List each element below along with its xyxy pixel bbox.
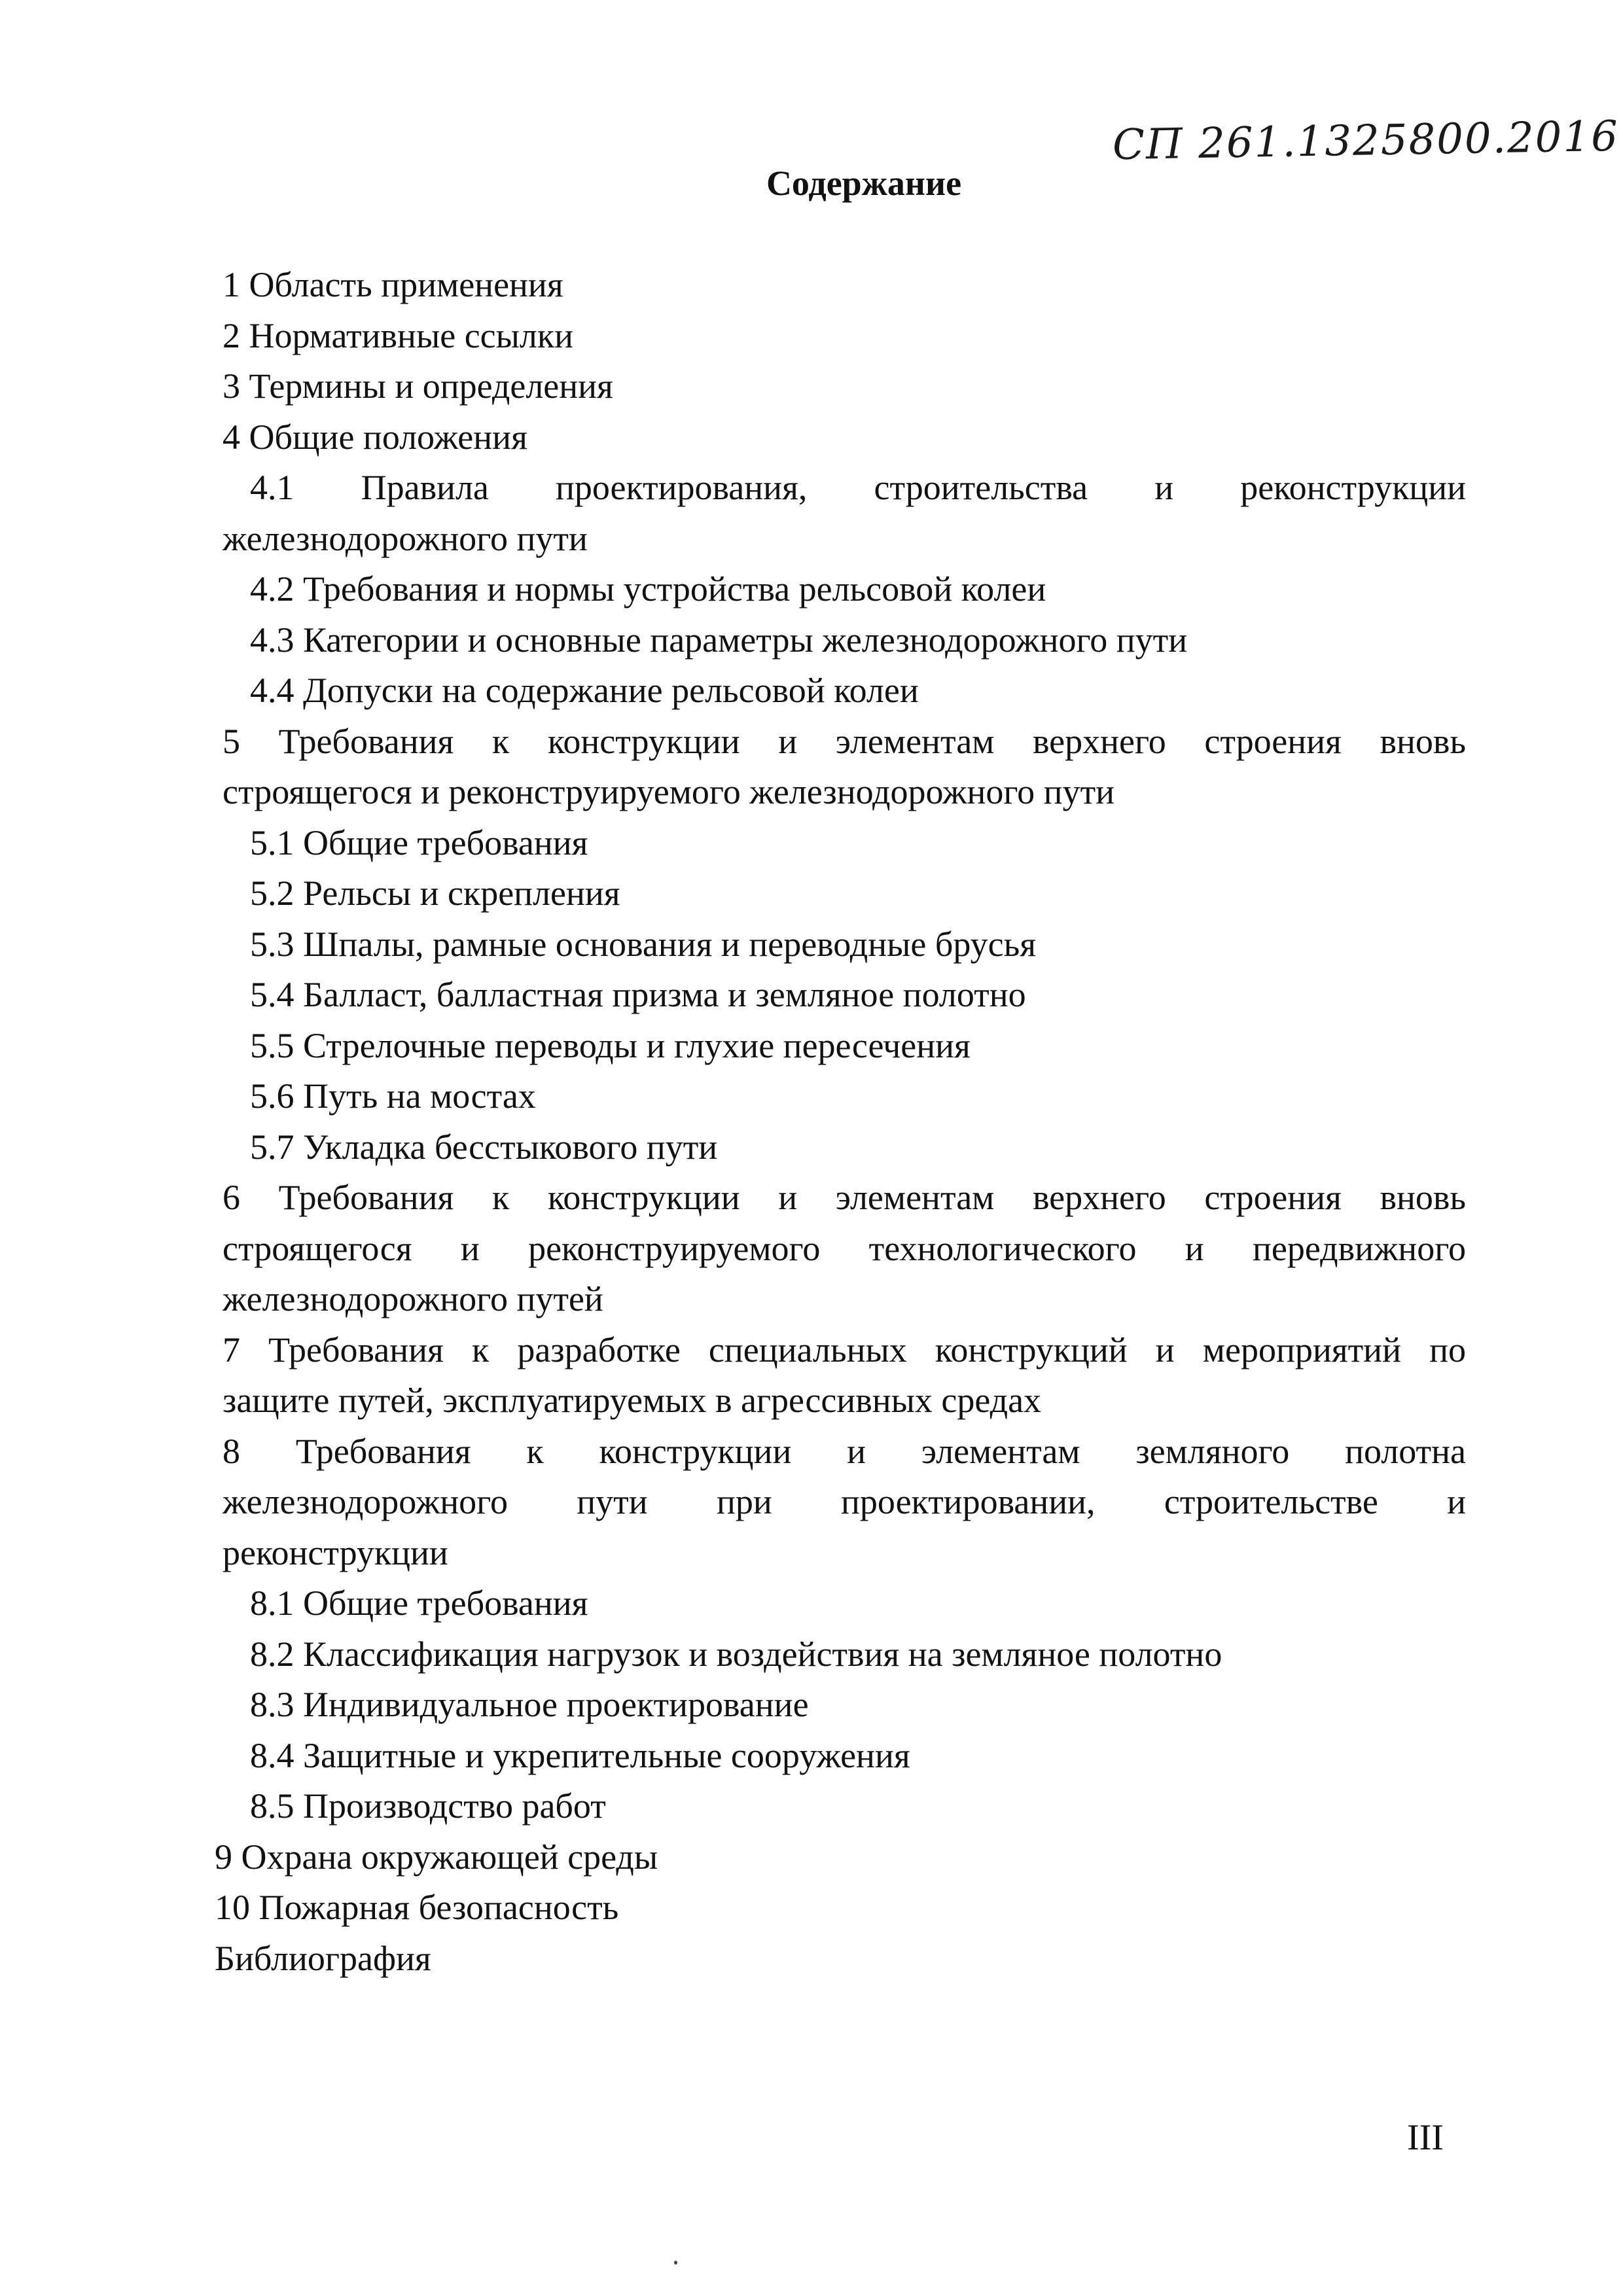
toc-entry-5-7: 5.7 Укладка бесстыкового пути [250, 1127, 718, 1167]
toc-entry-1: 1 Область применения [223, 265, 563, 304]
toc-entry-6-line-3: железнодорожного путей [223, 1279, 603, 1318]
scan-speck [674, 2261, 677, 2265]
toc-entry-5 [223, 716, 1466, 818]
toc-entry-10: 10 Пожарная безопасность [215, 1888, 619, 1927]
toc-entry-4-1-line-1: 4.1 Правила проектирования, строительства и реконструкции [250, 468, 1466, 507]
toc-entry-5-4: 5.4 Балласт, балластная призма и земляное полотно [250, 975, 1026, 1014]
toc-entry-8-line-2: железнодорожного пути при проектировании, строительстве и [223, 1482, 1466, 1521]
toc-entry-bibliography: Библиография [215, 1938, 431, 1978]
toc-entry-4-2: 4.2 Требования и нормы устройства рельсовой колеи [250, 569, 1046, 609]
toc-entry-4-3: 4.3 Категории и основные параметры железнодорожного пути [250, 620, 1188, 660]
toc-entry-6-line-1: 6 Требования к конструкции и элементам верхнего строения вновь [223, 1178, 1466, 1217]
toc-entry-5-6: 5.6 Путь на мостах [250, 1076, 536, 1116]
toc-entry-4: 4 Общие положения [223, 417, 527, 457]
toc-entry-8-3: 8.3 Индивидуальное проектирование [250, 1685, 809, 1724]
toc-entry-5-5: 5.5 Стрелочные переводы и глухие пересечения [250, 1025, 971, 1065]
toc-entry-3: 3 Термины и определения [223, 366, 613, 406]
toc-entry-8-line-1: 8 Требования к конструкции и элементам земляного полотна [223, 1431, 1466, 1471]
toc-entry-8-5: 8.5 Производство работ [250, 1786, 606, 1826]
page-title: Содержание [766, 164, 962, 203]
toc-entry-9: 9 Охрана окружающей среды [215, 1837, 658, 1877]
toc-entry-4-4: 4.4 Допуски на содержание рельсовой колеи [250, 671, 919, 710]
toc-entry-8-line-3: реконструкции [223, 1532, 448, 1572]
toc-entry-7 [223, 1325, 1466, 1426]
toc-entry-8-1: 8.1 Общие требования [250, 1583, 588, 1623]
toc-entry-8-2: 8.2 Классификация нагрузок и воздействия на земляное полотно [250, 1634, 1222, 1674]
toc-entry-5-line-2: строящегося и реконструируемого железнодорожного пути [223, 772, 1115, 811]
document-code-handwritten: СП 261.1325800.2016 [1112, 112, 1620, 170]
toc-entry-7-line-1: 7 Требования к разработке специальных конструкций и мероприятий по [223, 1330, 1466, 1369]
toc-entry-5-2: 5.2 Рельсы и скрепления [250, 874, 620, 913]
toc-entry-6 [223, 1173, 1466, 1325]
toc-entry-7-line-2: защите путей, эксплуатируемых в агрессивных средах [223, 1381, 1042, 1420]
toc-entry-4-1 [223, 463, 1466, 564]
toc-entry-5-line-1: 5 Требования к конструкции и элементам верхнего строения вновь [223, 721, 1466, 761]
toc-entry-8-4: 8.4 Защитные и укрепительные сооружения [250, 1735, 910, 1775]
toc-entry-5-3: 5.3 Шпалы, рамные основания и переводные брусья [250, 924, 1037, 964]
toc-entry-5-1: 5.1 Общие требования [250, 822, 588, 862]
toc-entry-4-1-line-2: железнодорожного пути [223, 518, 588, 558]
toc-entry-8 [223, 1426, 1466, 1579]
toc-entry-2: 2 Нормативные ссылки [223, 315, 573, 355]
page-number: III [1407, 2117, 1444, 2158]
table-of-contents [215, 260, 1466, 1984]
toc-entry-6-line-2: строящегося и реконструируемого технологического и передвижного [223, 1228, 1466, 1268]
